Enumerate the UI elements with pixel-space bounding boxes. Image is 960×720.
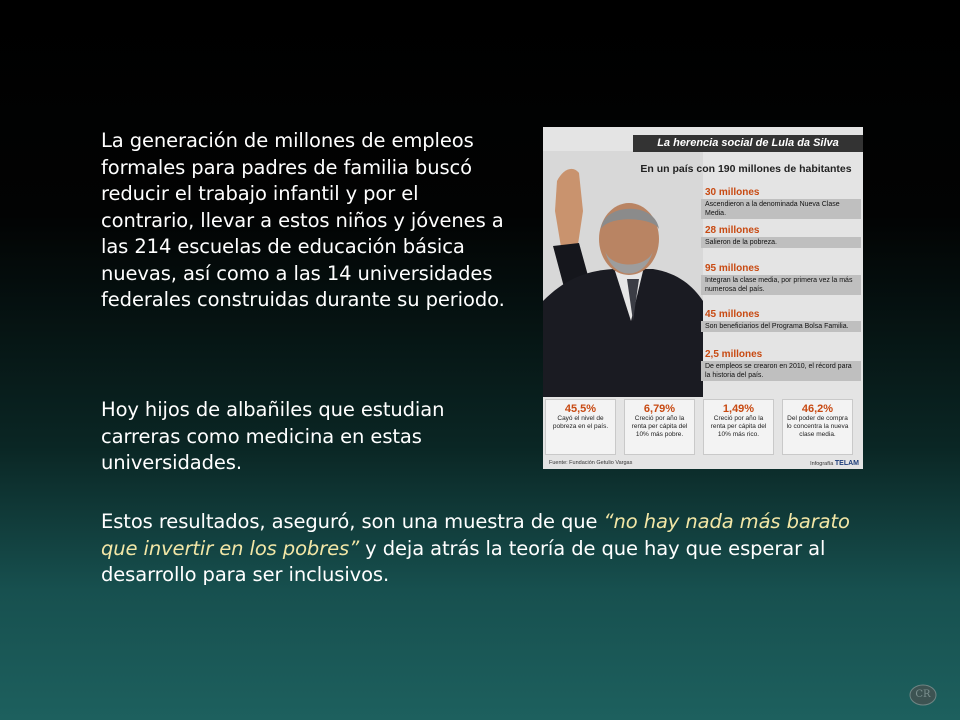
infographic-subtitle: En un país con 190 millones de habitantes <box>640 163 852 175</box>
percent-number: 1,49% <box>722 403 755 415</box>
percent-description: Creció por año la renta per cápita del 10% más rico. <box>710 415 767 438</box>
stat-number: 45 millones <box>705 309 760 320</box>
infographic <box>543 127 863 469</box>
percent-box <box>703 399 774 455</box>
percent-boxes <box>543 399 863 455</box>
percent-box <box>624 399 695 455</box>
cr-logo-text: CR <box>915 689 931 700</box>
percent-description: Cayó el nivel de pobreza en el país. <box>552 415 609 430</box>
stat-description: Ascendieron a la denominada Nueva Clase Media. <box>701 199 861 219</box>
results-quote: “no hay nada más barato que invertir en los pobres” <box>101 510 850 560</box>
stat-item <box>701 225 861 248</box>
percent-number: 45,5% <box>564 403 597 415</box>
infographic-title: La herencia social de Lula da Silva <box>633 135 863 152</box>
stat-description: De empleos se crearon en 2010, el récord para la historia del país. <box>701 361 861 381</box>
credit-label: Infografía <box>810 461 834 467</box>
stat-number: 28 millones <box>705 225 760 236</box>
telam-logo: TELAM <box>834 460 859 467</box>
percent-box <box>782 399 853 455</box>
percent-number: 6,79% <box>643 403 676 415</box>
stat-description: Son beneficiarios del Programa Bolsa Familia. <box>701 321 861 332</box>
percent-number: 46,2% <box>801 403 834 415</box>
stat-description: Salieron de la pobreza. <box>701 237 861 248</box>
stat-item <box>701 263 861 295</box>
paragraph-results <box>101 509 861 589</box>
stat-item <box>701 309 861 332</box>
stat-number: 95 millones <box>705 263 760 274</box>
percent-description: Del poder de compra lo concentra la nueva clase media. <box>786 415 849 438</box>
stat-item <box>701 349 861 381</box>
stat-number: 30 millones <box>705 187 760 198</box>
results-text-before: Estos resultados, aseguró, son una muestra de que <box>101 510 604 533</box>
percent-box <box>545 399 616 455</box>
infographic-source: Fuente: Fundación Getulio Vargas <box>549 460 633 466</box>
paragraph-students: Hoy hijos de albañiles que estudian carreras como medicina en estas universidades. <box>101 398 445 474</box>
results-text-after: y deja atrás la teoría de que hay que esperar al desarrollo para ser inclusivos. <box>101 536 826 586</box>
percent-description: Creció por año la renta per cápita del 10% más pobre. <box>631 415 688 438</box>
infographic-credit <box>810 460 859 467</box>
stat-number: 2,5 millones <box>705 349 763 360</box>
portrait-image <box>543 151 703 397</box>
stat-description: Integran la clase media, por primera vez la más numerosa del país. <box>701 275 861 295</box>
paragraph-employment: La generación de millones de empleos formales para padres de familia buscó reducir el trabajo infantil y por el contrario, llevar a estos niños y jóvenes a las 214 escuelas de educación básica nuevas, así como a las 14 universidades federales construidas durante su periodo. <box>101 129 505 311</box>
stat-item <box>701 187 861 219</box>
